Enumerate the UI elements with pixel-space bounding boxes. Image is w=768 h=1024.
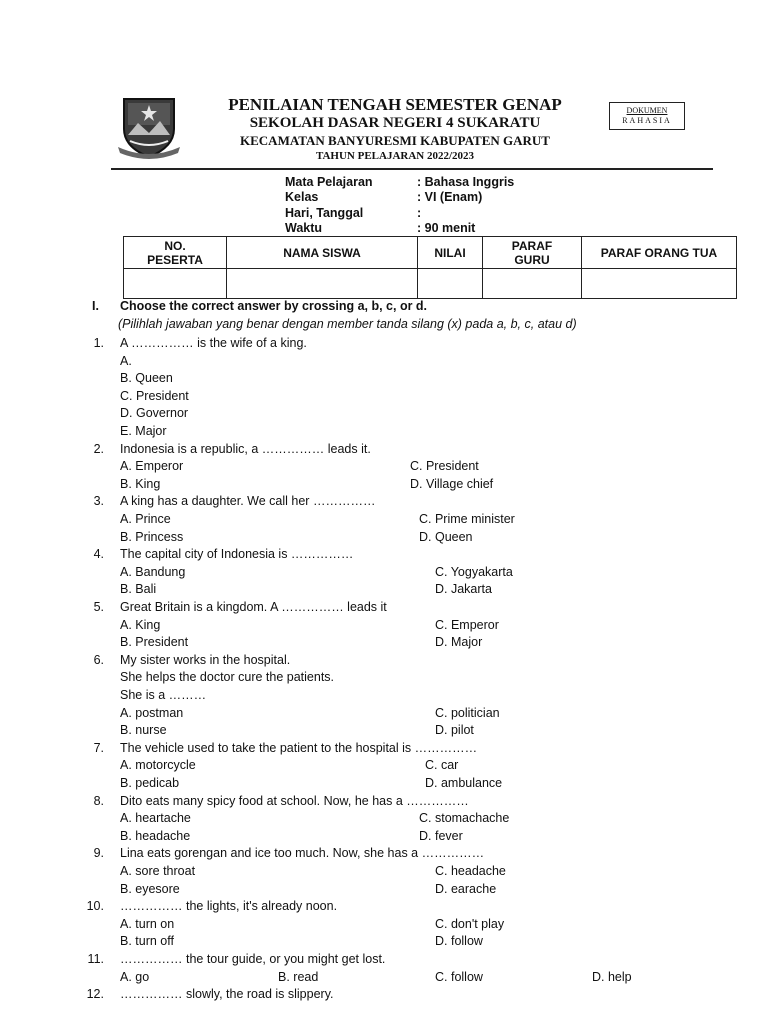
question-number: 1. — [93, 336, 104, 350]
document-title: PENILAIAN TENGAH SEMESTER GENAP — [228, 95, 562, 114]
question-number: 3. — [93, 494, 104, 509]
question-text: The capital city of Indonesia is …………… — [120, 547, 354, 562]
district-name: KECAMATAN BANYURESMI KABUPATEN GARUT — [240, 133, 550, 148]
answer-option[interactable]: C. car — [425, 758, 459, 773]
answer-option[interactable]: B. read — [278, 969, 319, 984]
question-number: 8. — [93, 793, 104, 808]
answer-option[interactable]: B. Queen — [120, 371, 173, 386]
answer-option[interactable]: D. help — [592, 969, 632, 984]
section-translation: (Pilihlah jawaban yang benar dengan member tanda silang (x) pada a, b, c, atau d) — [118, 317, 577, 331]
academic-year: TAHUN PELAJARAN 2022/2023 — [315, 150, 475, 162]
question-text: She is a ……… — [120, 688, 207, 702]
question-number: 10. — [86, 899, 104, 914]
answer-option[interactable]: A. Emperor — [120, 459, 184, 474]
answer-option[interactable]: C. Yogyakarta — [435, 564, 513, 579]
info-value: : Bahasa Inggris — [417, 175, 515, 189]
participant-no-cell[interactable] — [124, 269, 227, 299]
question-number: 9. — [93, 846, 104, 861]
answer-option[interactable]: E. Major — [120, 424, 167, 438]
school-name: SEKOLAH DASAR NEGERI 4 SUKARATU — [249, 115, 541, 131]
answer-option[interactable]: D. Jakarta — [435, 582, 492, 597]
answer-option[interactable]: A. Bandung — [120, 564, 186, 579]
answer-option[interactable]: A. postman — [120, 705, 184, 720]
answer-option[interactable]: C. stomachache — [419, 811, 510, 826]
header-participant-no: NO. PESERTA — [124, 237, 227, 269]
answer-option[interactable]: C. politician — [435, 705, 500, 720]
answer-option[interactable]: A. King — [120, 617, 161, 632]
info-value: : VI (Enam) — [417, 190, 483, 204]
info-label: Waktu — [285, 221, 323, 235]
answer-option[interactable]: D. Queen — [419, 529, 473, 544]
question-text: …………… slowly, the road is slippery. — [120, 987, 334, 1002]
answer-option[interactable]: B. President — [120, 635, 189, 650]
question-number: 5. — [93, 600, 104, 614]
answer-option[interactable]: C. headache — [435, 864, 506, 878]
answer-option[interactable]: B. Bali — [120, 582, 157, 597]
table-header-row — [124, 237, 737, 269]
question-number: 7. — [93, 740, 104, 755]
info-value: : 90 menit — [417, 221, 476, 235]
answer-option[interactable]: D. ambulance — [425, 776, 503, 790]
question-number: 2. — [93, 441, 104, 456]
score-cell[interactable] — [418, 269, 483, 299]
answer-option[interactable]: B. turn off — [120, 934, 174, 949]
info-label: Mata Pelajaran — [285, 175, 373, 189]
student-name-cell[interactable] — [227, 269, 418, 299]
question-text: A …………… is the wife of a king. — [120, 336, 307, 350]
question-text: The vehicle used to take the patient to the hospital is …………… — [120, 740, 478, 755]
answer-option[interactable]: A. heartache — [120, 811, 191, 826]
question-number: 6. — [93, 652, 104, 667]
answer-option[interactable]: A. motorcycle — [120, 758, 196, 773]
section-number: I. — [92, 299, 99, 313]
question-number: 4. — [93, 547, 104, 562]
info-label: Kelas — [285, 190, 319, 204]
confidential-badge — [609, 102, 685, 130]
info-value: : — [417, 206, 422, 220]
info-label: Hari, Tanggal — [285, 206, 364, 220]
question-text: My sister works in the hospital. — [120, 652, 291, 667]
badge-line-1: DOKUMEN — [626, 106, 668, 115]
answer-option[interactable]: A. go — [120, 969, 150, 984]
answer-option[interactable]: C. President — [410, 459, 479, 474]
answer-option[interactable]: A. turn on — [120, 916, 175, 931]
question-number: 12. — [86, 987, 104, 1002]
answer-option[interactable]: B. Princess — [120, 529, 184, 544]
school-logo-icon — [116, 95, 182, 161]
answer-option[interactable]: A. sore throat — [120, 864, 196, 878]
answer-option[interactable]: C. President — [120, 388, 189, 403]
section-instruction: Choose the correct answer by crossing a, b, c, or d. — [120, 299, 428, 313]
answer-option[interactable]: D. fever — [419, 828, 463, 843]
answer-option[interactable]: C. don't play — [435, 916, 505, 931]
badge-line-2: RAHASIA — [622, 116, 672, 125]
header-parent-sign: PARAF ORANG TUA — [582, 237, 737, 269]
answer-option[interactable]: D. earache — [435, 881, 497, 896]
answer-option[interactable]: A. — [120, 353, 132, 368]
answer-option[interactable]: D. follow — [435, 934, 483, 949]
question-text: Lina eats gorengan and ice too much. Now, she has a …………… — [120, 846, 485, 861]
answer-option[interactable]: D. pilot — [435, 723, 474, 738]
answer-option[interactable]: C. Emperor — [435, 617, 499, 632]
answer-option[interactable]: D. Village chief — [410, 476, 494, 491]
answer-option[interactable]: C. Prime minister — [419, 512, 515, 526]
parent-sign-cell[interactable] — [582, 269, 737, 299]
student-identity-table — [123, 236, 737, 299]
header-student-name: NAMA SISWA — [227, 237, 418, 269]
question-text: Great Britain is a kingdom. A …………… leads it — [120, 600, 387, 614]
answer-option[interactable]: B. headache — [120, 828, 191, 843]
question-text: Indonesia is a republic, a …………… leads it. — [120, 441, 371, 456]
table-entry-row — [124, 269, 737, 299]
question-text: She helps the doctor cure the patients. — [120, 670, 335, 685]
answer-option[interactable]: B. nurse — [120, 723, 167, 738]
header-divider — [111, 168, 713, 170]
answer-option[interactable]: D. Governor — [120, 406, 189, 421]
header-teacher-sign: PARAF GURU — [483, 237, 582, 269]
answer-option[interactable]: B. King — [120, 476, 161, 491]
answer-option[interactable]: B. eyesore — [120, 881, 180, 896]
answer-option[interactable]: A. Prince — [120, 512, 171, 526]
question-text: A king has a daughter. We call her …………… — [120, 494, 376, 509]
teacher-sign-cell[interactable] — [483, 269, 582, 299]
answer-option[interactable]: D. Major — [435, 635, 483, 650]
header-score: NILAI — [418, 237, 483, 269]
question-text: …………… the tour guide, or you might get lost. — [120, 952, 386, 966]
question-text: …………… the lights, it's already noon. — [120, 899, 338, 914]
question-text: Dito eats many spicy food at school. Now, he has a …………… — [120, 793, 469, 808]
question-number: 11. — [87, 952, 104, 966]
answer-option[interactable]: B. pedicab — [120, 776, 180, 790]
answer-option[interactable]: C. follow — [435, 969, 483, 984]
